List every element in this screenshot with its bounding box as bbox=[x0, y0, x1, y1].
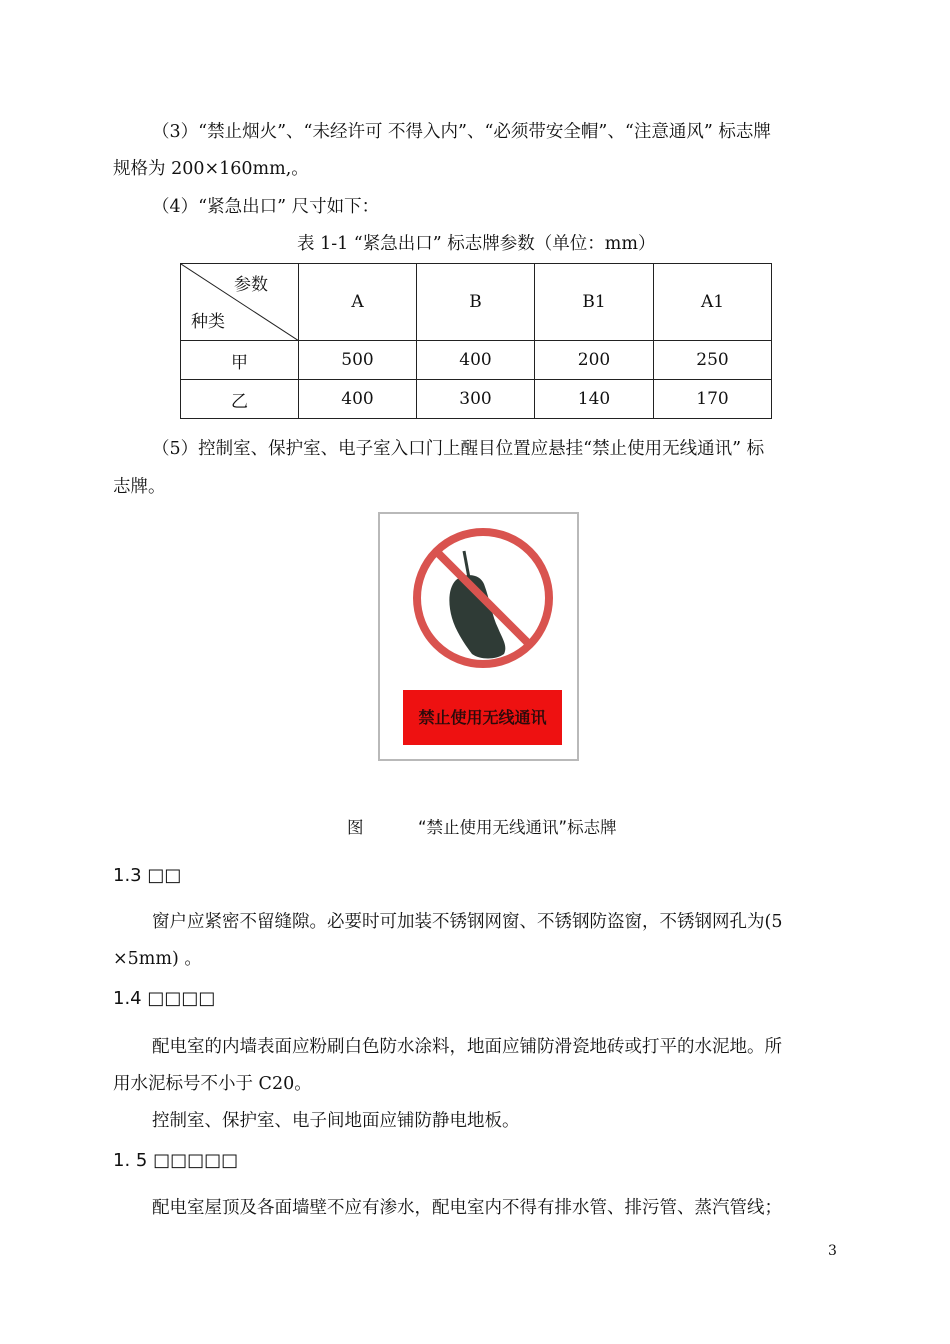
no-wireless-sign bbox=[378, 512, 579, 761]
section-1-4-line1: 配电室的内墙表面应粉刷白色防水涂料，地面应铺防滑瓷地砖或打平的水泥地。所 bbox=[152, 1037, 782, 1057]
section-1-3-line2: ×5mm) 。 bbox=[113, 949, 202, 969]
heading-1-3: 1.3 □□ bbox=[113, 865, 182, 886]
table-cell: 200 bbox=[535, 341, 654, 380]
row-label: 甲 bbox=[181, 341, 299, 380]
corner-label-params: 参数 bbox=[234, 275, 268, 295]
table-cell: 300 bbox=[417, 380, 535, 419]
section-1-4-line3: 控制室、保护室、电子间地面应铺防静电地板。 bbox=[152, 1111, 520, 1131]
emergency-exit-table bbox=[180, 263, 772, 419]
table-row bbox=[181, 341, 772, 380]
sign-label: 禁止使用无线通讯 bbox=[403, 690, 562, 745]
table-header-row bbox=[181, 264, 772, 341]
heading-1-4: 1.4 □□□□ bbox=[113, 988, 216, 1009]
page-number: 3 bbox=[828, 1243, 837, 1259]
para-5-line2: 志牌。 bbox=[113, 477, 166, 497]
para-3-line2: 规格为 200×160mm,。 bbox=[113, 159, 309, 179]
table-cell: 400 bbox=[299, 380, 417, 419]
table-cell: 500 bbox=[299, 341, 417, 380]
table-row bbox=[181, 380, 772, 419]
column-header: B bbox=[417, 264, 535, 341]
figure-label: 图 bbox=[347, 818, 364, 837]
row-label: 乙 bbox=[181, 380, 299, 419]
column-header: A bbox=[299, 264, 417, 341]
section-1-4-line2: 用水泥标号不小于 C20。 bbox=[113, 1074, 312, 1094]
no-phone-icon bbox=[380, 514, 577, 684]
heading-1-5: 1. 5 □□□□□ bbox=[113, 1150, 239, 1171]
section-1-5-line1: 配电室屋顶及各面墙壁不应有渗水，配电室内不得有排水管、排污管、蒸汽管线； bbox=[152, 1198, 782, 1218]
figure-caption: “禁止使用无线通讯”标志牌 bbox=[418, 818, 617, 837]
table-caption: 表 1-1 “紧急出口” 标志牌参数（单位：mm） bbox=[297, 234, 656, 254]
para-3-line1: （3）“禁止烟火”、“未经许可 不得入内”、“必须带安全帽”、“注意通风” 标志牌 bbox=[152, 122, 771, 142]
table-cell: 250 bbox=[654, 341, 772, 380]
column-header: A1 bbox=[654, 264, 772, 341]
section-1-3-line1: 窗户应紧密不留缝隙。必要时可加装不锈钢网窗、不锈钢防盗窗，不锈钢网孔为(5 bbox=[152, 912, 783, 932]
table-cell: 400 bbox=[417, 341, 535, 380]
table-cell: 170 bbox=[654, 380, 772, 419]
table-cell: 140 bbox=[535, 380, 654, 419]
para-5-line1: （5）控制室、保护室、电子室入口门上醒目位置应悬挂“禁止使用无线通讯” 标 bbox=[152, 439, 765, 459]
column-header: B1 bbox=[535, 264, 654, 341]
corner-label-type: 种类 bbox=[191, 312, 225, 332]
para-4: （4）“紧急出口” 尺寸如下： bbox=[152, 197, 380, 217]
table-corner-cell bbox=[181, 264, 299, 341]
